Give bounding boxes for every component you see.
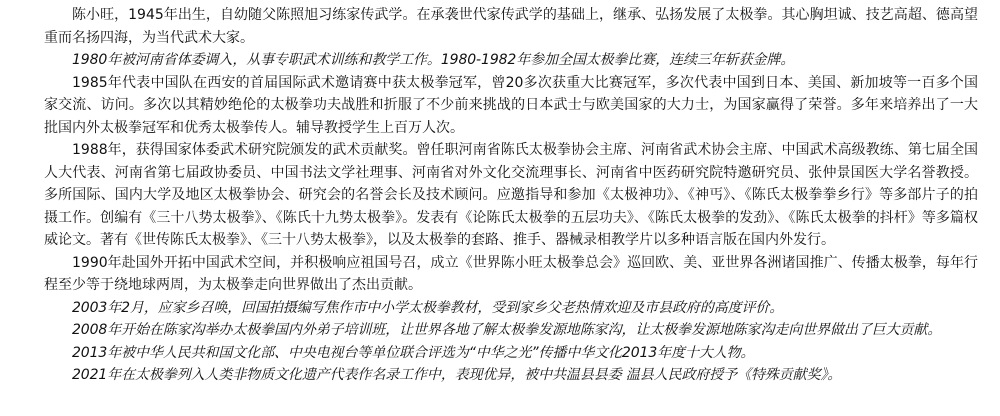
paragraph-2008: 2008年开始在陈家沟举办太极拳国内外弟子培训班，让世界各地了解太极拳发源地陈家沟，让太极拳发源地陈家沟走向世界做出了巨大贡献。 [72, 322, 942, 338]
paragraph-1985: 1985年代表中国队在西安的首届国际武术邀请赛中获太极拳冠军，曾20多次获重大比赛冠军，多次代表中国到日本、美国、新加坡等一百多个国家交流、访问。多次以其精妙绝伦的太极拳功夫战胜和折服了不少前来挑战的日本武士与欧美国家的大力士，为国家赢得了荣誉。多年来培养出了一大批国内外太极拳冠军和优秀太极拳传人。辅导教授学生上百万人次。 [44, 74, 978, 136]
paragraph-2003: 2003年2月，应家乡召唤，回国拍摄编写焦作市中小学太极拳教材，受到家乡父老热情欢迎及市县政府的高度评价。 [72, 299, 784, 316]
paragraph-1990: 1990年赴国外开拓中国武术空间，并积极响应祖国号召，成立《世界陈小旺太极拳总会》巡回欧、美、亚世界各洲诸国推广、传播太极拳，每年行程至少等于绕地球两周，为太极拳走向世界做出了杰出贡献。 [44, 254, 978, 293]
paragraph-1988: 1988年，获得国家体委武术研究院颁发的武术贡献奖。曾任职河南省陈氏太极拳协会主席、河南省武术协会主席、中国武术高级教练、第七届全国人大代表、河南省第七届政协委员、中国书法文学社理事、河南省对外文化交流理事长、河南省中医药研究院特邀研究员、张仲景国医大学名誉教授。多所国际、国内大学及地区太极拳协会、研究会的名誉会长及技术顾问。应邀指导和参加《太极神功》、《神丐》、《陈氏太极拳拳乡行》等多部片子的拍摄工作。创编有《三十八势太极拳》、《陈氏十九势太极拳》。发表有《论陈氏太极拳的五层功夫》、《陈氏太极拳的发劲》、《陈氏太极拳的抖杆》等多篇权威论文。著有《世传陈氏太极拳》、《三十八势太极拳》，以及太极拳的套路、推手、器械录相教学片以多种语言版在国内外发行。 [44, 142, 978, 248]
paragraph-early-life: 陈小旺，1945年出生，自幼随父陈照旭习练家传武学。在承袭世代家传武学的基础上，继承、弘扬发展了太极拳。其心胸坦诚、技艺高超、德高望重而名扬四海，为当代武术大家。 [44, 7, 978, 46]
paragraph-1980: 1980年被河南省体委调入，从事专职武术训练和教学工作。1980-1982年参加全国太极拳比赛，连续三年斩获金牌。 [72, 52, 795, 68]
paragraph-2021: 2021年在太极拳列入人类非物质文化遗产代表作名录工作中，表现优异，被中共温县县委 温县人民政府授予《特殊贡献奖》。 [72, 367, 842, 383]
paragraph-2013: 2013年被中华人民共和国文化部、中央电视台等单位联合评选为“中华之光”传播中华文化2013年度十大人物。 [72, 344, 755, 361]
